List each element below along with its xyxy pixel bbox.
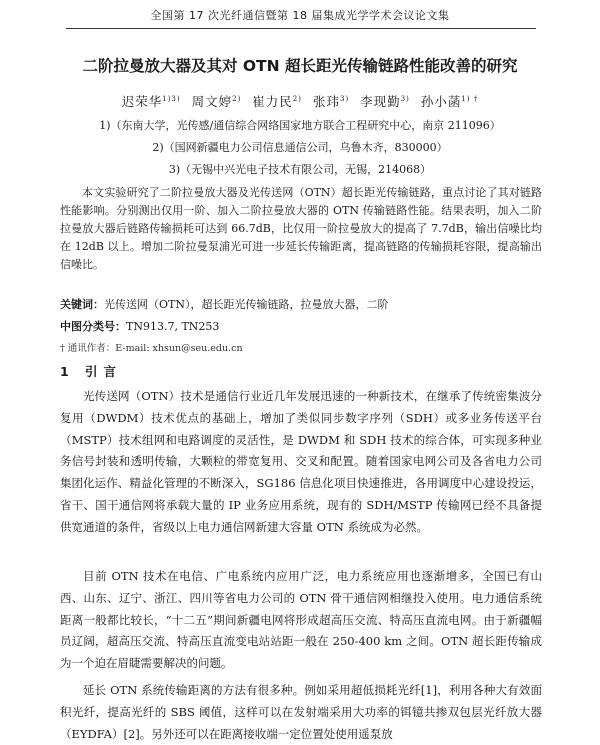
- author: 迟荣华$^{1)3)}$: [121, 94, 181, 109]
- affiliation-2: 2)（国网新疆电力公司信息通信公司，乌鲁木齐，830000）: [152, 141, 448, 154]
- body-paragraph: 延长 OTN 系统传输距离的方法有很多种。例如采用超低损耗光纤[1]，利用各种大有效面积光纤，提高光纤的 SBS 阈值，这样可以在发射端采用大功率的铒镱共掺双包层光纤放大器（EYDFA）[2]。另外还可以在距离接收端一定位置处使用遥泵放: [60, 683, 542, 741]
- author: 崔力民$^{2)}$: [252, 94, 302, 109]
- paper-title: 二阶拉曼放大器及其对 OTN 超长距光传输链路性能改善的研究: [82, 57, 518, 75]
- affiliation-1: 1)（东南大学，光传感/通信综合网络国家地方联合工程研究中心，南京 211096）: [99, 119, 501, 132]
- corresponding-author: † 通讯作者：E-mail: xhsun@seu.edu.cn: [60, 343, 243, 354]
- keywords-text: 光传送网（OTN），超长距光传输链路，拉曼放大器，二阶: [104, 298, 389, 311]
- header-divider: [66, 28, 536, 29]
- body-paragraph: 目前 OTN 技术在电信、广电系统内应用广泛，电力系统应用也逐渐增多，全国已有山西、山东、辽宁、浙江、四川等省电力公司的 OTN 骨干通信网相继投入使用。电力通信系统距离一般都比较长，“十二五”期间新疆电网将形成超高压交流、特高压直流电网。由于新疆幅员辽阔，超高压交流、特高压直流变电站站距一般在 250-400 km 之间。OTN 超长距传输成为一个迫在眉睫需要解决的问题。: [60, 569, 542, 671]
- running-header: 全国第 17 次光纤通信暨第 18 届集成光学学术会议论文集: [150, 9, 450, 22]
- keywords-label: 关键词：: [60, 298, 104, 311]
- author: 周文婷$^{2)}$: [191, 94, 242, 109]
- classification-label: 中图分类号：: [60, 320, 126, 333]
- body-paragraph: 光传送网（OTN）技术是通信行业近几年发展迅速的一种新技术，在继承了传统密集波分复用（DWDM）技术优点的基础上，增加了类似同步数字序列（SDH）或多业务传送平台（MSTP）技术组网和电路调度的灵活性，是 DWDM 和 SDH 技术的综合体，可实现多种业务信号封装和透明传输，大颗粒的带宽复用、交叉和配置。随着国家电网公司及各省电力公司集团化运作、精益化管理的不断深入，SG186 信息化项目快速推进，各用调度中心建设投运，省干、国干通信网将承载大量的 IP 业务应用系统，现有的 SDH/MSTP 传输网已经不具备提供宽通道的条件，省级以上电力通信网新建大容量 OTN 系统成为必然。: [60, 389, 542, 534]
- author: 张玮$^{3)}$: [312, 94, 350, 109]
- author: 孙小菡$^{1) \dagger}$: [420, 94, 479, 109]
- affiliation-3: 3)（无锡中兴光电子技术有限公司，无锡，214068）: [168, 163, 432, 176]
- section-heading: 1 引言: [60, 364, 123, 379]
- classification: [60, 318, 219, 334]
- author-list: [0, 92, 600, 110]
- abstract: 本文实验研究了二阶拉曼放大器及光传送网（OTN）超长距光传输链路，重点讨论了其对链路性能影响。分别测出仅用一阶、加入二阶拉曼放大器的 OTN 传输链路性能。结果表明，加入二阶拉曼放大器后链路传输损耗可达到 66.7dB，比仅用一阶拉曼放大的提高了 7.7dB，输出信噪比均在 12dB 以上。增加二阶拉曼泵浦光可进一步延长传输距离，提高链路的传输损耗容限，提高输出信噪比。: [60, 186, 542, 271]
- classification-code: TN913.7, TN253: [126, 320, 220, 333]
- author: 李现勤$^{3)}$: [360, 94, 410, 109]
- keywords: [60, 296, 388, 312]
